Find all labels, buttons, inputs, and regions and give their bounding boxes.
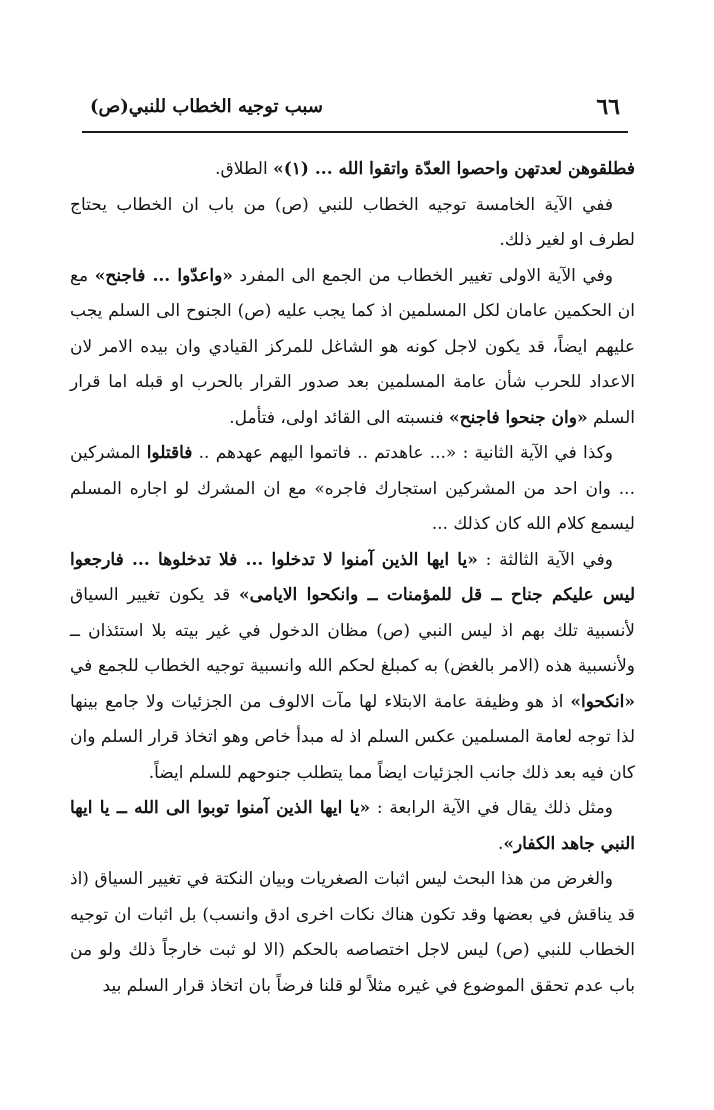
text-segment: الطلاق. xyxy=(215,159,274,179)
text-segment: والغرض من هذا البحث ليس اثبات الصغريات وبيان النكتة في تغيير السياق (اذ قد يناقش في بعضها وقد تكون هناك نكات اخرى ادق وانسب) بل اثبات ان توجيه الخطاب للنبي (ص) ليس لاجل اختصاصه بالحكم (الا لو ثبت خارجاً ذلك ولو من باب عدم تحقق الموضوع في غيره مثلاً لو قلنا فرضاً بان اتخاذ قرار السلم بيد xyxy=(70,869,635,996)
text-segment: وفي الآية الاولى تغيير الخطاب من الجمع الى المفرد xyxy=(232,265,613,286)
text-segment: مع ان الحكمين عامان لكل المسلمين اذ كما يجب عليه (ص) الجنوح الى السلم يجب عليهم ايضاً، قد يكون لاجل كونه هو الشاغل للمركز القيادي وان بيده الامر لان الاعداد للحرب شأن عامة المسلمين بعد صدور القرار بالحرب او قبله اما قرار السلم xyxy=(70,265,635,428)
quoted-verse: «وان جنحوا فاجنح» xyxy=(449,407,588,428)
paragraph-p7 xyxy=(70,862,635,1004)
text-segment: ففي الآية الخامسة توجيه الخطاب للنبي (ص) من باب ان الخطاب يحتاج لطرف او لغير ذلك. xyxy=(70,194,635,250)
paragraph-p4 xyxy=(70,436,635,543)
text-segment: المشركين ... وان احد من المشركين استجارك فاجره» مع ان المشرك لو اجاره المسلم ليسمع كلام الله كان كذلك ... xyxy=(70,443,635,534)
paragraph-p1 xyxy=(70,152,635,188)
text-segment: . xyxy=(497,833,504,854)
running-title: سبب توجيه الخطاب للنبي(ص) xyxy=(90,96,323,117)
text-segment: اذ هو وظيفة عامة الابتلاء لها مآت الالوف من الجزئيات ولا جامع بينها لذا توجه لعامة المسلمين عكس السلم اذ له مبدأ خاص وهو اتخاذ قرار السلم وان كان فيه بعد ذلك جانب الجزئيات ايضاً مما يتطلب جنوحهم للسلم ايضاً. xyxy=(70,691,635,783)
text-segment: وفي الآية الثالثة : xyxy=(477,549,613,570)
text-segment: قد يكون تغيير السياق لأنسبية تلك بهم اذ ليس النبي (ص) مظان الدخول في غير بيته بلا استئذان ــ ولأنسبية هذه (الامر بالغض) به كمبلغ لحكم الله وانسبية توجيه الخطاب للجمع في xyxy=(70,585,635,676)
header-divider xyxy=(82,131,628,133)
text-segment: وكذا في الآية الثانية : «... عاهدتم .. فاتموا اليهم عهدهم .. xyxy=(192,443,613,463)
text-segment: ومثل ذلك يقال في الآية الرابعة : xyxy=(370,798,613,818)
paragraph-p3 xyxy=(70,259,635,437)
quoted-verse: فاقتلوا xyxy=(146,443,193,463)
quoted-verse: فطلقوهن لعدتهن واحصوا العدّة واتقوا الله ... (١)» xyxy=(273,159,635,179)
paragraph-p2 xyxy=(70,188,635,259)
paragraph-p6 xyxy=(70,791,635,862)
quoted-verse: «انكحوا» xyxy=(570,691,635,712)
quoted-verse: «يا ايها الذين آمنوا لا تدخلوا ... فلا تدخلوها ... فارجعوا ليس عليكم جناح ــ قل للمؤمنات ــ وانكحوا الايامى» xyxy=(70,549,635,605)
page-number: ٦٦ xyxy=(596,94,620,120)
paragraph-p5 xyxy=(70,543,635,792)
quoted-verse: «يا ايها الذين آمنوا توبوا الى الله ــ يا ايها النبي جاهد الكفار» xyxy=(70,798,635,854)
text-segment: فنسبته الى القائد اولى، فتأمل. xyxy=(229,407,450,428)
quoted-verse: «واعدّوا ... فاجنح» xyxy=(94,265,233,286)
page-header xyxy=(82,92,628,126)
body-text xyxy=(70,152,635,1004)
